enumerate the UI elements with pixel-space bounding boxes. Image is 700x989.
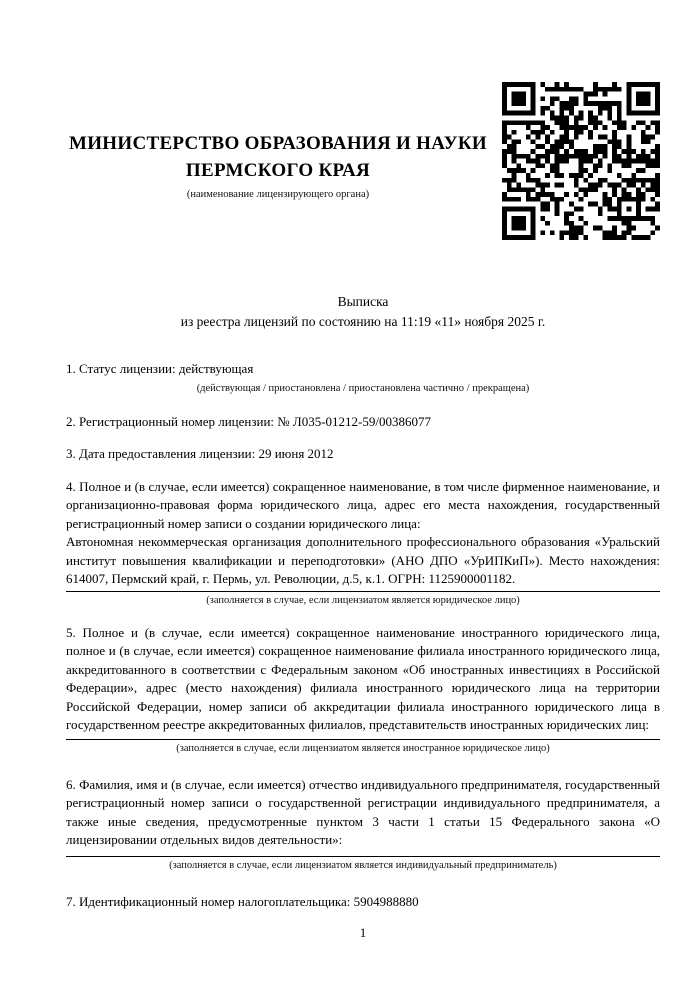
field-underline bbox=[66, 856, 660, 857]
legal-entity-caption: (заполняется в случае, если лицензиатом является юридическое лицо) bbox=[206, 594, 520, 606]
ministry-header bbox=[66, 130, 490, 202]
license-status-line: 1. Статус лицензии: действующая bbox=[66, 361, 254, 376]
foreign-entity-caption: (заполняется в случае, если лицензиатом является иностранное юридическое лицо) bbox=[176, 742, 550, 754]
ministry-name-line1: МИНИСТЕРСТВО ОБРАЗОВАНИЯ И НАУКИ bbox=[68, 133, 488, 154]
title-line: Выписка bbox=[337, 294, 389, 309]
field-underline bbox=[66, 591, 660, 592]
page-number: 1 bbox=[359, 925, 367, 940]
legal-entity-statement: 4. Полное и (в случае, если имеется) сокращенное наименование, в том числе фирменное наименование, и организационно-правовая форма юридического лица, адрес его места нахождения, государственный регистрационный номер записи о создании юридического лица: bbox=[66, 478, 660, 531]
registration-number-line: 2. Регистрационный номер лицензии: № Л035-01212-59/00386077 bbox=[66, 413, 432, 429]
legal-entity-section bbox=[66, 478, 660, 608]
subtitle-line: из реестра лицензий по состоянию на 11:19 «11» ноября 2025 г. bbox=[180, 314, 546, 329]
status-options-caption: (действующая / приостановлена / приостановлена частично / прекращена) bbox=[196, 382, 530, 394]
ministry-name bbox=[66, 130, 490, 184]
foreign-entity-section bbox=[66, 624, 660, 756]
entrepreneur-caption: (заполняется в случае, если лицензиатом является индивидуальный предприниматель) bbox=[169, 859, 557, 871]
taxpayer-id-line: 7. Идентификационный номер налогоплательщика: 5904988880 bbox=[66, 893, 419, 909]
qr-code-icon bbox=[502, 82, 660, 240]
legal-entity-value: Автономная некоммерческая организация дополнительного профессионального образования «Уральский институт повышения квалификации и переподготовки» (АНО ДПО «УрИПКиП»). Место нахождения: 614007, Пермский край, г. Пермь, ул. Революции, д.5, к.1. ОГРН: 1125900001182. bbox=[66, 534, 660, 586]
ministry-name-caption: (наименование лицензирующего органа) bbox=[186, 189, 370, 200]
ministry-name-line2: ПЕРМСКОГО КРАЯ bbox=[185, 160, 371, 181]
qr-code bbox=[502, 82, 660, 240]
foreign-entity-statement: 5. Полное и (в случае, если имеется) сокращенное наименование иностранного юридического лица, полное и (в случае, если имеется) сокращенное наименование филиала иностранного юридического лица, аккредитованного в соответствии с Федеральным законом «Об иностранных инвестициях в Российской Федерации», адрес (место нахождения) филиала иностранного юридического лица на территории Российской Федерации, номер записи об аккредитации филиала иностранного юридического лица в государственном реестре аккредитованных филиалов, представительств иностранных юридических лиц: bbox=[66, 624, 660, 732]
document-title bbox=[66, 292, 660, 332]
document-content bbox=[0, 130, 700, 911]
entrepreneur-statement: 6. Фамилия, имя и (в случае, если имеется) отчество индивидуального предпринимателя, государственный регистрационный номер записи о государственной регистрации индивидуального предпринимателя, а также иные сведения, предусмотренные пунктом 3 части 1 статьи 15 Федерального закона «О лицензировании отдельных видов деятельности»: bbox=[66, 776, 660, 847]
grant-date-line: 3. Дата предоставления лицензии: 29 июня 2012 bbox=[66, 446, 334, 461]
field-underline bbox=[66, 739, 660, 740]
entrepreneur-section bbox=[66, 776, 660, 873]
